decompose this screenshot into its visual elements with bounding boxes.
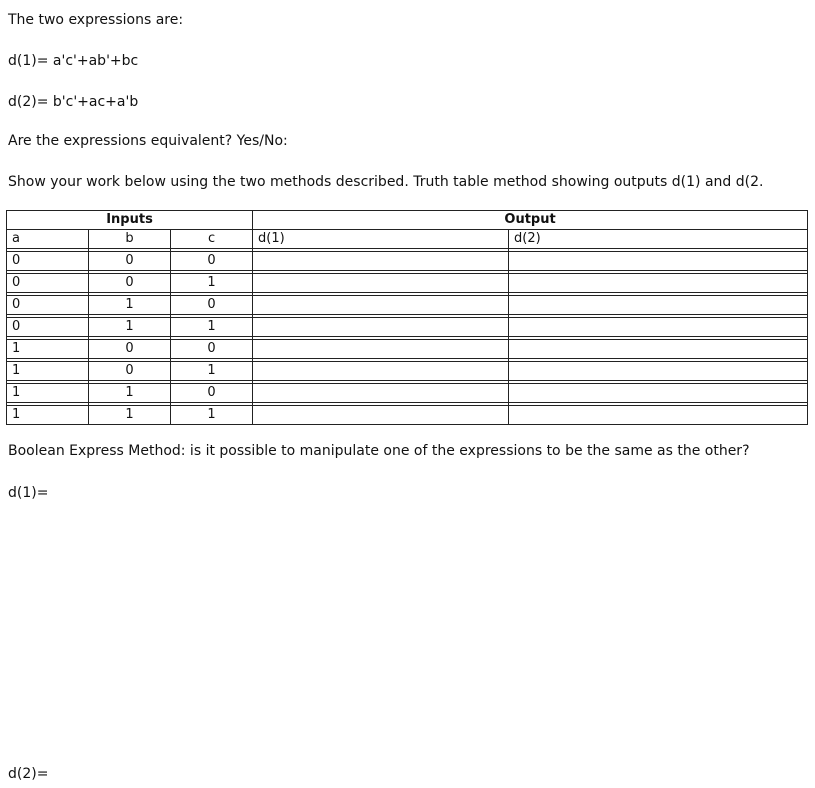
cell-c: 0 [171,252,253,271]
cell-b: 0 [89,362,171,381]
column-header-d1: d(1) [253,230,509,249]
cell-b: 0 [89,274,171,293]
cell-a: 0 [7,252,89,271]
table-row [7,296,808,315]
column-header-c: c [171,230,253,249]
instructions-text: Show your work below using the two methods described. Truth table method showing outputs d(1) and d(2. [8,174,764,190]
table-row [7,362,808,381]
cell-c: 1 [171,274,253,293]
table-row [7,274,808,293]
cell-c: 0 [171,384,253,403]
cell-d1 [253,362,509,381]
d2-work-label: d(2)= [8,766,49,782]
cell-d2 [509,384,808,403]
cell-c: 1 [171,362,253,381]
cell-d2 [509,362,808,381]
cell-d2 [509,274,808,293]
cell-d1 [253,406,509,425]
output-header: Output [253,211,808,230]
cell-d2 [509,406,808,425]
cell-d1 [253,340,509,359]
cell-b: 1 [89,296,171,315]
cell-c: 1 [171,406,253,425]
cell-d1 [253,252,509,271]
truth-table-body [7,249,808,425]
cell-a: 1 [7,362,89,381]
boolean-method-prompt: Boolean Express Method: is it possible to manipulate one of the expressions to be the same as the other? [8,443,750,459]
cell-c: 0 [171,296,253,315]
column-header-b: b [89,230,171,249]
cell-d2 [509,318,808,337]
table-row [7,406,808,425]
equivalence-question: Are the expressions equivalent? Yes/No: [8,133,288,149]
table-row [7,384,808,403]
column-header-a: a [7,230,89,249]
cell-d2 [509,296,808,315]
cell-b: 1 [89,384,171,403]
inputs-header: Inputs [7,211,253,230]
column-header-d2: d(2) [509,230,808,249]
cell-a: 0 [7,296,89,315]
cell-d1 [253,296,509,315]
intro-text: The two expressions are: [8,12,184,28]
cell-b: 0 [89,252,171,271]
cell-a: 1 [7,406,89,425]
cell-a: 0 [7,274,89,293]
table-column-header-row [7,230,808,249]
cell-a: 1 [7,340,89,359]
cell-a: 1 [7,384,89,403]
cell-a: 0 [7,318,89,337]
table-row [7,318,808,337]
table-group-header-row [7,211,808,230]
cell-c: 0 [171,340,253,359]
cell-b: 1 [89,318,171,337]
d1-expression: d(1)= a'c'+ab'+bc [8,53,139,69]
cell-d2 [509,252,808,271]
truth-table [6,210,808,425]
table-row [7,252,808,271]
table-row [7,340,808,359]
cell-b: 1 [89,406,171,425]
cell-d1 [253,274,509,293]
cell-d2 [509,340,808,359]
cell-c: 1 [171,318,253,337]
cell-d1 [253,384,509,403]
cell-b: 0 [89,340,171,359]
d2-expression: d(2)= b'c'+ac+a'b [8,94,139,110]
d1-work-label: d(1)= [8,485,49,501]
cell-d1 [253,318,509,337]
